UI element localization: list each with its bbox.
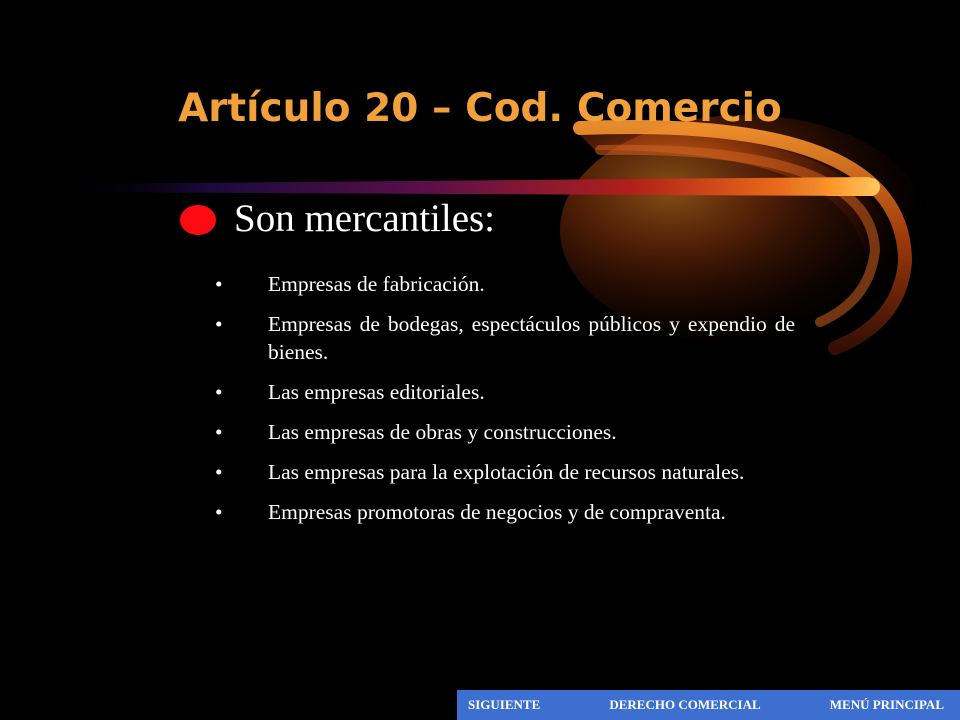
list-item: [215, 498, 795, 526]
list-item-text: Las empresas de obras y construcciones.: [268, 420, 617, 444]
bullet-icon: •: [215, 460, 223, 484]
red-dot-icon: [180, 205, 216, 235]
bullet-icon: •: [215, 500, 223, 524]
list-item: [215, 458, 795, 486]
list-item: [215, 310, 795, 366]
slide-title: Artículo 20 – Cod. Comercio: [178, 86, 782, 131]
main-menu-link[interactable]: MENÚ PRINCIPAL: [829, 697, 944, 712]
bullet-icon: •: [215, 272, 223, 296]
section-heading: Son mercantiles:: [234, 197, 496, 240]
bullet-icon: •: [215, 312, 223, 336]
list-item: [215, 418, 795, 446]
list-item-text: Empresas promotoras de negocios y de compraventa.: [268, 500, 726, 524]
list-item-text: Empresas de fabricación.: [268, 272, 485, 296]
derecho-comercial-link[interactable]: DERECHO COMERCIAL: [609, 697, 761, 712]
mercantile-list: [215, 270, 795, 538]
list-item-text: Las empresas editoriales.: [268, 380, 485, 404]
next-link[interactable]: SIGUIENTE: [468, 697, 541, 712]
list-item-text: Las empresas para la explotación de recursos naturales.: [268, 460, 745, 484]
navigation-bar: [457, 690, 960, 720]
list-item: [215, 378, 795, 406]
bullet-icon: •: [215, 420, 223, 444]
bullet-icon: •: [215, 380, 223, 404]
list-item: [215, 270, 795, 298]
list-item-text: Empresas de bodegas, espectáculos públicos y expendio de bienes.: [268, 312, 795, 364]
